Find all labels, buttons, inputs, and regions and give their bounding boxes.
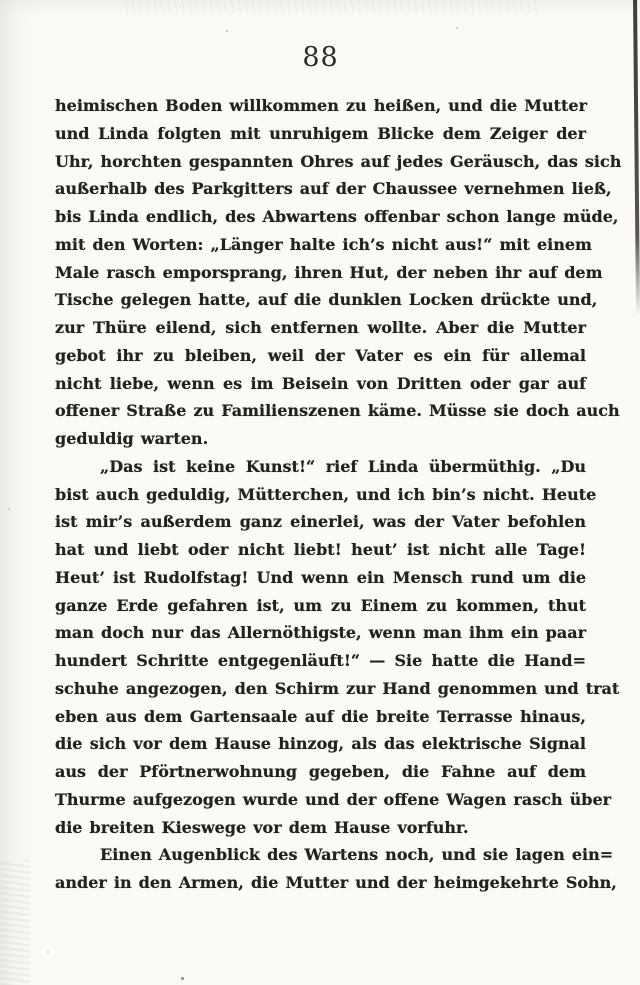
text-line: heimischen Boden willkommen zu heißen, und die Mutter (55, 96, 587, 115)
text-line: schuhe angezogen, den Schirm zur Hand genommen und trat (55, 678, 620, 698)
text-line: ander in den Armen, die Mutter und der heimgekehrte Sohn, (55, 873, 617, 892)
scan-speck-artifact (456, 27, 458, 29)
page-edge-shadow-artifact (633, 0, 640, 316)
text-line: ganze Erde gefahren ist, um zu Einem zu kommen, thut (55, 595, 586, 615)
text-line: zur Thüre eilend, sich entfernen wollte. Aber die Mutter (55, 318, 586, 337)
text-line: Einen Augenblick des Wartens noch, und sie lagen ein= (100, 845, 614, 865)
text-line: außerhalb des Parkgitters auf der Chaussee vernehmen ließ, (55, 179, 612, 199)
text-line: offener Straße zu Familienszenen käme. Müsse sie doch auch (55, 401, 620, 421)
scan-speck-artifact (8, 508, 10, 510)
text-line: bis Linda endlich, des Abwartens offenbar schon lange müde, (55, 207, 619, 226)
scan-speck-artifact (181, 977, 184, 980)
text-line: gebot ihr zu bleiben, weil der Vater es ein für allemal (55, 345, 586, 365)
text-line: nicht liebe, wenn es im Beisein von Dritten oder gar auf (55, 373, 586, 393)
text-line: bist auch geduldig, Mütterchen, und ich bin’s nicht. Heute (55, 484, 597, 504)
text-line: Male rasch emporsprang, ihren Hut, der neben ihr auf dem (55, 262, 603, 282)
text-line: geduldig warten. (55, 429, 209, 448)
text-line: eben aus dem Gartensaale auf die breite Terrasse hinaus, (55, 706, 586, 726)
text-line: man doch nur das Allernöthigste, wenn man ihm ein paar (55, 623, 587, 643)
text-line: und Linda folgten mit unruhigem Blicke dem Zeiger der (55, 123, 586, 143)
text-line: mit den Worten: „Länger halte ich’s nicht aus!“ mit einem (55, 234, 592, 254)
text-line: aus der Pförtnerwohnung gegeben, die Fahne auf dem (55, 762, 586, 781)
text-line: Uhr, horchten gespannten Ohres auf jedes Geräusch, das sich (55, 151, 622, 171)
page-number: 88 (302, 42, 339, 73)
text-line: „Das ist keine Kunst!“ rief Linda übermüthig. „Du (100, 456, 586, 476)
text-line: die sich vor dem Hause hinzog, als das elektrische Signal (55, 734, 586, 754)
text-line: Heut’ ist Rudolfstag! Und wenn ein Mensch rund um die (55, 567, 586, 587)
scan-speck-artifact (47, 951, 49, 953)
text-line: ist mir’s außerdem ganz einerlei, was der Vater befohlen (55, 512, 586, 532)
scan-noise-left-artifact (0, 860, 30, 985)
body-text (55, 92, 622, 897)
text-line: die breiten Kieswege vor dem Hause vorfuhr. (55, 817, 469, 837)
text-line: hat und liebt oder nicht liebt! heut’ ist nicht alle Tage! (55, 540, 586, 559)
scan-noise-top-artifact (120, 0, 540, 14)
text-line: hundert Schritte entgegenläuft!“ — Sie hatte die Hand= (55, 651, 586, 670)
scan-speck-artifact (226, 30, 228, 32)
text-line: Thurme aufgezogen wurde und der offene Wagen rasch über (55, 789, 612, 809)
text-line: Tische gelegen hatte, auf die dunklen Locken drückte und, (55, 290, 598, 310)
